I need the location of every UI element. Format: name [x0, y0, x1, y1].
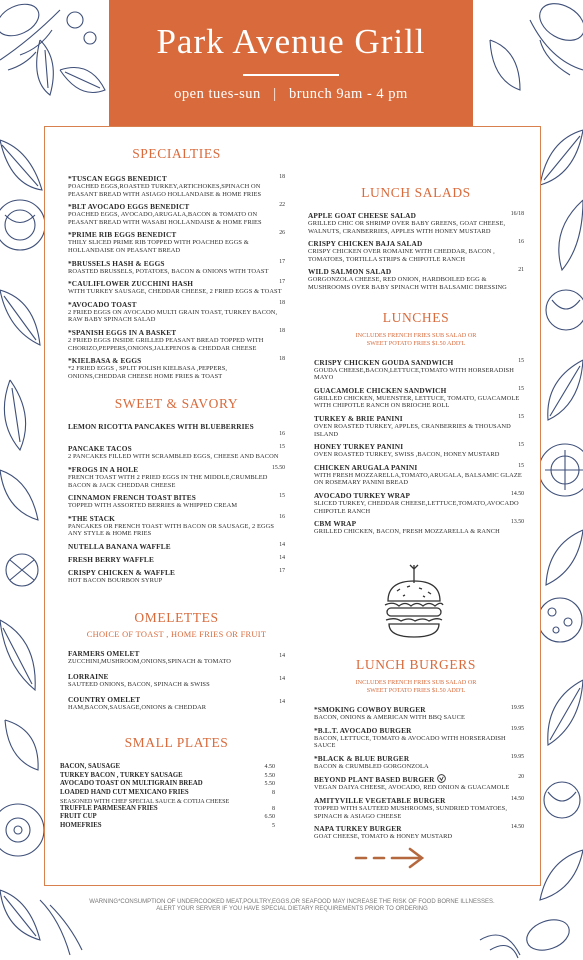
food-safety-warning	[60, 899, 524, 914]
item-price: 15	[279, 444, 285, 451]
item-description: OVEN ROASTED TURKEY, SWISS ,BACON, HONEY MUSTARD	[314, 451, 500, 459]
list-item	[60, 805, 275, 814]
item-name: *SMOKING COWBOY BURGER	[314, 705, 426, 714]
item-description: ZUCCHINI,MUSHROOM,ONIONS,SPINACH & TOMATO	[68, 658, 231, 666]
item-price: 20	[518, 774, 524, 781]
burgers-sides-note: INCLUDES FRENCH FRIES SUB SALAD OR SWEET POTATO FRIES $1.50 ADD'L	[355, 679, 477, 694]
menu-item	[68, 202, 285, 226]
lunch-burgers-list	[314, 705, 524, 841]
section-title-omelettes: OMELETTES	[134, 610, 219, 626]
item-price: 15	[518, 413, 524, 420]
item-name: PANCAKE TACOS	[68, 444, 132, 454]
item-description: VEGAN DAIYA CHEESE, AVOCADO, RED ONION & GUACAMOLE	[314, 784, 510, 792]
item-name: FRESH BERRY WAFFLE	[68, 554, 154, 564]
menu-item	[68, 672, 285, 689]
omelettes-list	[68, 649, 285, 711]
menu-item	[68, 555, 285, 564]
sweet-savory-list	[68, 422, 285, 584]
item-price: 18	[279, 356, 285, 363]
menu-item	[68, 422, 285, 440]
item-price: 17	[279, 258, 285, 265]
list-item	[60, 813, 275, 822]
menu-item	[314, 705, 524, 722]
item-name: AVOCADO TURKEY WRAP	[314, 490, 411, 500]
item-name: CHICKEN ARUGALA PANINI	[314, 462, 418, 472]
section-title-specialties: SPECIALTIES	[132, 146, 221, 161]
item-name: *FROGS IN A HOLE	[68, 464, 139, 474]
item-name: LORRAINE	[68, 672, 109, 682]
item-description: 2 PANCAKES FILLED WITH SCRAMBLED EGGS, CHEESE AND BACON	[68, 453, 279, 461]
item-description: GRILLED CHIC OR SHRIMP OVER BABY GREENS, GOAT CHEESE, WALNUTS, CRANBERRIES, APPLES WITH HONEY MUSTARD	[308, 220, 506, 235]
title-underline	[243, 74, 339, 76]
menu-item	[68, 542, 285, 551]
item-price: 15	[279, 493, 285, 500]
item-price: 14.50	[510, 824, 524, 831]
item-price: 14.50	[510, 795, 524, 802]
item-price: 8	[272, 790, 275, 797]
menu-item	[68, 259, 285, 276]
menu-item	[68, 356, 285, 380]
menu-item	[314, 796, 524, 820]
menu-item	[308, 211, 524, 235]
menu-item	[314, 414, 524, 438]
opening-hours	[109, 86, 473, 103]
item-price: 22	[279, 202, 285, 209]
item-name: CRISPY CHICKEN & WAFFLE	[68, 567, 176, 577]
item-name: LOADED HAND CUT MEXICANO FRIES	[60, 789, 189, 797]
specialties-list	[68, 174, 285, 380]
item-price: 15	[518, 385, 524, 392]
menu-item	[314, 754, 524, 771]
item-name-row	[314, 774, 524, 784]
item-name: BEYOND PLANT BASED BURGER	[314, 775, 435, 785]
item-description: HOT BACON BOURBON SYRUP	[68, 576, 163, 584]
item-name: GUACAMOLE CHICKEN SANDWICH	[314, 385, 447, 395]
item-description: BACON & CRUMBLED GORGONZOLA	[314, 762, 429, 770]
list-item	[60, 763, 275, 772]
item-price: 5.50	[264, 781, 275, 788]
item-name: WILD SALMON SALAD	[308, 267, 392, 277]
item-description: FRENCH TOAST WITH 2 FRIED EGGS IN THE MIDDLE,CRUMBLED BACON & JACK CHEDDAR CHEESE	[68, 473, 268, 489]
item-name: *KIELBASA & EGGS	[68, 356, 142, 366]
item-name: TURKEY BACON , TURKEY SAUSAGE	[60, 771, 183, 779]
menu-item	[314, 358, 524, 382]
lunch-salads-list	[308, 211, 524, 292]
menu-item	[68, 568, 285, 585]
section-title-lunch-salads: LUNCH SALADS	[361, 185, 471, 200]
item-price: 26	[279, 230, 285, 237]
list-item	[60, 789, 275, 798]
item-name: *PRIME RIB EGGS BENEDICT	[68, 230, 177, 240]
hours-divider: |	[273, 86, 277, 102]
item-name: *BLACK & BLUE BURGER	[314, 753, 410, 763]
item-description: 2 FRIED EGGS INSIDE GRILLED PEASANT BREAD TOPPED WITH CHORIZO,PEPPERS,ONIONS,JALEPENOS & CHEDDAR CHEESE	[68, 336, 264, 352]
item-price: 16	[518, 239, 524, 246]
item-price: 5	[272, 822, 275, 829]
item-name: LEMON RICOTTA PANCAKES WITH BLUEBERRIES	[68, 422, 254, 432]
menu-item	[314, 386, 524, 410]
omelettes-sides-note: CHOICE OF TOAST , HOME FRIES OR FRUIT	[86, 630, 267, 640]
vegan-badge-icon	[437, 774, 446, 783]
item-name: AMITYVILLE VEGETABLE BURGER	[314, 795, 446, 805]
item-description: *2 FRIED EGGS , SPLIT POLISH KIELBASA ,PEPPERS, ONIONS,CHEDDAR CHEESE HOME FRIES & TOAST	[68, 365, 228, 380]
arrow-right-icon	[352, 845, 428, 871]
menu-item	[68, 695, 285, 712]
item-name: *TUSCAN EGGS BENEDICT	[68, 174, 167, 183]
item-name: CRISPY CHICKEN BAJA SALAD	[308, 239, 423, 249]
menu-item	[68, 444, 285, 461]
item-price: 15	[518, 442, 524, 449]
item-description: OVEN ROASTED TURKEY, APPLES, CRANBERRIES & THOUSAND ISLAND	[314, 422, 511, 438]
item-description: POACHED EGGS,ROASTED TURKEY,ARTICHOKES,SPINACH ON PEASANT BREAD WITH ASIAGO HOLLANDAISE & HOME FRIES	[68, 183, 262, 198]
menu-item	[68, 300, 285, 324]
item-price: 8	[272, 805, 275, 812]
item-description: TOPPED WITH SAUTEED MUSHROOMS, SUNDRIED TOMATOES, SPINACH & ASIAGO CHEESE	[314, 804, 508, 820]
menu-item	[314, 726, 524, 750]
restaurant-title: Park Avenue Grill	[156, 22, 426, 61]
item-description: BACON, LETTUCE, TOMATO & AVOCADO WITH HORSERADISH SAUCE	[314, 734, 506, 750]
list-item	[60, 822, 275, 831]
item-price: 15	[518, 357, 524, 364]
menu-item	[314, 491, 524, 515]
item-description: 2 FRIED EGGS ON AVOCADO MULTI GRAIN TOAST, TURKEY BACON, RAW BABY SPINACH SALAD	[68, 308, 278, 324]
item-description: CRISPY CHICKEN OVER ROMAINE WITH CHEDDAR, BACON , TOMATOES, TORTILLA STRIPS & CHIPOTLE RANCH	[308, 248, 495, 263]
burger-illustration-icon	[383, 563, 445, 643]
item-name: BACON, SAUSAGE	[60, 763, 121, 771]
item-description: GORGONZOLA CHEESE, RED ONION, HARDBOILED EGG & MUSHROOMS OVER BABY SPINACH WITH BALSAMIC DRESSING	[308, 276, 507, 291]
item-name: CBM WRAP	[314, 519, 357, 529]
small-plates-list	[60, 763, 275, 830]
left-column	[60, 146, 285, 830]
item-description: GOAT CHEESE, TOMATO & HONEY MUSTARD	[314, 833, 453, 841]
item-description: WITH FRESH MOZZARELLA,TOMATO,ARUGALA, BALSAMIC GLAZE ON ROSEMARY PANINI BREAD	[314, 471, 522, 487]
item-name: APPLE GOAT CHEESE SALAD	[308, 211, 416, 220]
item-name: AVOCADO TOAST ON MULTIGRAIN BREAD	[60, 780, 203, 788]
list-item	[60, 772, 275, 781]
lunches-sides-note: INCLUDES FRENCH FRIES SUB SALAD OR SWEET POTATO FRIES $1.50 ADD'L	[355, 331, 477, 347]
item-description: GRILLED CHICKEN, BACON, FRESH MOZZARELLA & RANCH	[314, 528, 500, 536]
item-name: *SPANISH EGGS IN A BASKET	[68, 327, 177, 337]
item-price: 19.95	[510, 705, 524, 711]
warning-line-2: ALERT YOUR SERVER IF YOU HAVE SPECIAL DIETARY REQUIREMENTS PRIOR TO ORDERING	[156, 906, 428, 913]
item-name: CRISPY CHICKEN GOUDA SANDWICH	[314, 357, 454, 367]
item-description: BACON, ONIONS & AMERICAN WITH BBQ SAUCE	[314, 714, 465, 721]
menu-item	[68, 465, 285, 489]
item-price: 18	[279, 174, 285, 180]
item-price: 14	[279, 676, 285, 683]
item-price: 17	[279, 567, 285, 574]
item-name: COUNTRY OMELET	[68, 694, 141, 704]
item-description: GOUDA CHEESE,BACON,LETTUCE,TOMATO WITH HORSERADISH MAYO	[314, 366, 514, 382]
item-price: 16	[279, 513, 285, 520]
item-description: ROASTED BRUSSELS, POTATOES, BACON & ONIONS WITH TOAST	[68, 267, 269, 275]
item-name: *THE STACK	[68, 513, 115, 523]
item-description: THILY SLICED PRIME RIB TOPPED WITH POACHED EGGS & HOLLANDAISE ON PEASANT BREAD	[68, 239, 249, 254]
item-name: NUTELLA BANANA WAFFLE	[68, 541, 171, 551]
menu-item	[314, 442, 524, 459]
menu-item	[68, 649, 285, 666]
section-title-sweet-savory: SWEET & SAVORY	[114, 396, 239, 412]
menu-item	[314, 774, 524, 792]
item-price: 16	[279, 431, 285, 438]
item-description: HAM,BACON,SAUSAGE,ONIONS & CHEDDAR	[68, 703, 207, 711]
item-description: TOPPED WITH ASSORTED BERRIES & WHIPPED CREAM	[68, 502, 238, 510]
list-item	[60, 780, 275, 789]
right-column	[308, 185, 524, 536]
item-name: *BLT AVOCADO EGGS BENEDICT	[68, 202, 190, 212]
item-price: 18	[279, 299, 285, 306]
header-banner	[109, 0, 473, 136]
item-price: 17	[279, 279, 285, 286]
item-name: FARMERS OMELET	[68, 649, 140, 659]
item-price: 4.50	[264, 764, 275, 771]
item-name: *AVOCADO TOAST	[68, 299, 137, 309]
item-description: SEASONED WITH CHEF SPECIAL SAUCE & COTIJA CHEESE	[60, 797, 230, 805]
item-name: TRUFFLE PARMESEAN FRIES	[60, 804, 158, 812]
item-price: 16/18	[510, 211, 524, 217]
item-description: PANCAKES OR FRENCH TOAST WITH BACON OR SAUSAGE, 2 EGGS ANY STYLE & HOME FRIES	[68, 522, 275, 538]
menu-item	[68, 493, 285, 510]
menu-item	[68, 279, 285, 296]
item-price: 14.50	[510, 490, 524, 497]
item-price: 19.95	[510, 725, 524, 732]
item-price: 14	[279, 541, 285, 548]
menu-item	[314, 463, 524, 487]
item-name: HONEY TURKEY PANINI	[314, 442, 404, 452]
section-title-lunch-burgers: LUNCH BURGERS	[356, 657, 476, 672]
item-price: 19.95	[510, 753, 524, 760]
menu-item	[308, 239, 524, 263]
item-description: WITH TURKEY SAUSAGE, CHEDDAR CHEESE, 2 FRIED EGGS & TOAST	[68, 288, 282, 296]
item-description: SAUTEED ONIONS, BACON, SPINACH & SWISS	[68, 681, 210, 689]
menu-item	[68, 174, 285, 198]
menu-item	[68, 230, 285, 254]
menu-item	[308, 267, 524, 291]
item-description: SLICED TURKEY, CHEDDAR CHEESE,LETTUCE,TOMATO,AVOCADO CHIPOTLE RANCH	[314, 499, 519, 515]
item-price: 13.50	[510, 519, 524, 526]
section-title-small-plates: SMALL PLATES	[124, 735, 229, 751]
item-name: *CAULIFLOWER ZUCCHINI HASH	[68, 279, 194, 289]
item-price: 14	[279, 554, 285, 561]
lunch-burgers-section	[308, 657, 524, 841]
brunch-hours: brunch 9am - 4 pm	[288, 86, 408, 102]
menu-item	[68, 328, 285, 352]
item-description: GRILLED CHICKEN, MUENSTER, LETTUCE, TOMATO, GUACAMOLE WITH CHIPOTLE RANCH ON BRIOCHE ROLL	[314, 394, 520, 410]
menu-item	[314, 824, 524, 841]
item-name: *BRUSSELS HASH & EGGS	[68, 258, 165, 268]
item-name: HOMEFRIES	[60, 821, 102, 829]
item-name: CINNAMON FRENCH TOAST BITES	[68, 493, 196, 503]
menu-item	[68, 514, 285, 538]
item-price: 18	[279, 327, 285, 334]
item-price: 14	[279, 698, 285, 705]
item-description: POACHED EGGS, AVOCADO,ARUGALA,BACON & TOMATO ON PEASANT BREAD WITH WASABI HOLLANDAISE & HOME FRIES	[68, 211, 262, 226]
days-open: open tues-sun	[174, 86, 261, 102]
item-price: 15	[518, 462, 524, 469]
item-name: FRUIT CUP	[60, 813, 97, 821]
item-price: 14	[279, 653, 285, 660]
item-name: TURKEY & BRIE PANINI	[314, 413, 403, 423]
item-name: NAPA TURKEY BURGER	[314, 824, 402, 834]
menu-item	[314, 519, 524, 536]
section-title-lunches: LUNCHES	[382, 309, 450, 325]
item-price: 15.50	[271, 464, 285, 471]
item-price: 21	[518, 267, 524, 274]
warning-line-1: WARNING*CONSUMPTION OF UNDERCOOKED MEAT,POULTRY,EGGS,OR SEAFOOD MAY INCREASE THE RISK OF FOOD BORNE ILLNESSES.	[89, 899, 495, 905]
item-price: 6.50	[264, 814, 275, 821]
item-price: 5.50	[264, 772, 275, 779]
item-name: *B.L.T. AVOCADO BURGER	[314, 725, 412, 735]
lunches-list	[314, 358, 524, 536]
